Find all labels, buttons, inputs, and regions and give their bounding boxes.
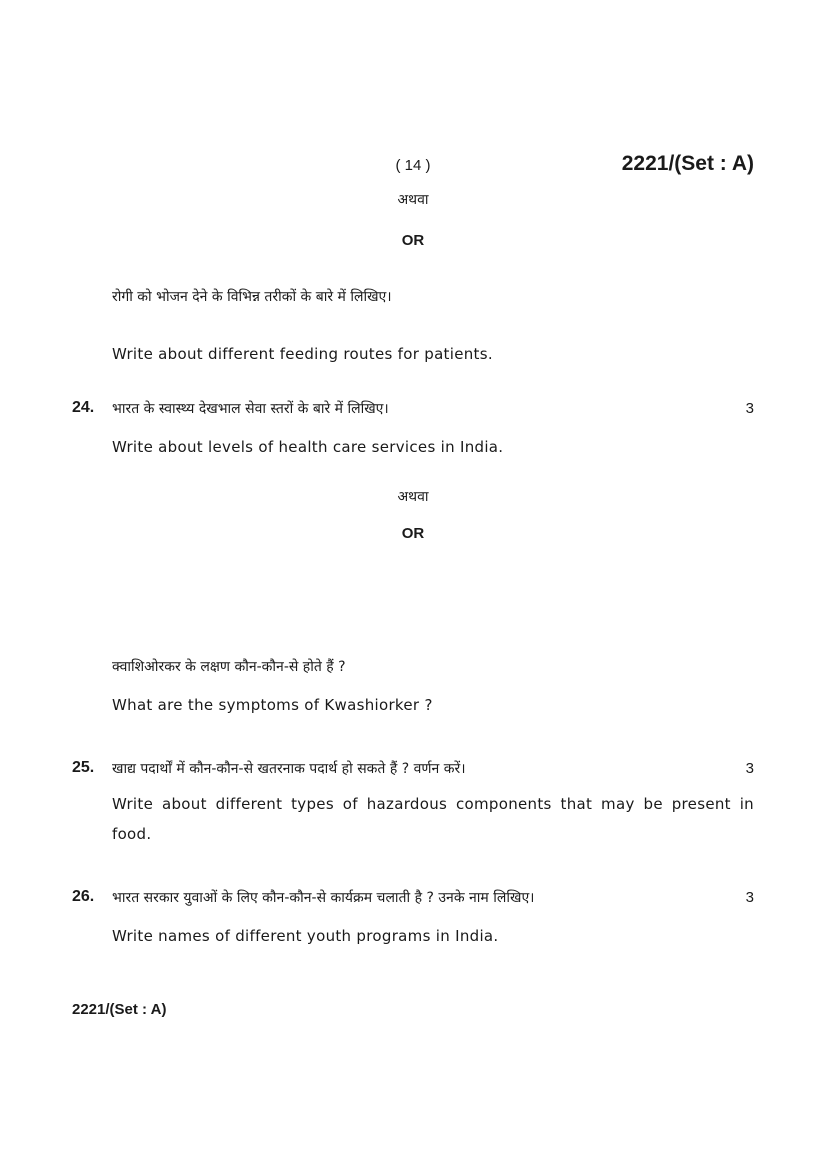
question-text-english: Write about levels of health care services in India. — [112, 438, 504, 456]
question-text-hindi: खाद्य पदार्थों में कौन-कौन-से खतरनाक पदार्थ हो सकते हैं ? वर्णन करें। — [112, 761, 466, 777]
question-text-english: Write names of different youth programs in India. — [112, 927, 499, 945]
page-number: ( 14 ) — [395, 157, 431, 174]
or-hindi: अथवा — [397, 192, 429, 208]
question-text-hindi: भारत सरकार युवाओं के लिए कौन-कौन-से कार्यक्रम चलाती है ? उनके नाम लिखिए। — [112, 890, 535, 906]
question-number: 25. — [72, 759, 95, 776]
question-text-english: What are the symptoms of Kwashiorker ? — [112, 696, 433, 714]
question-text-hindi: भारत के स्वास्थ्य देखभाल सेवा स्तरों के बारे में लिखिए। — [112, 401, 389, 417]
question-text-hindi: रोगी को भोजन देने के विभिन्न तरीकों के बारे में लिखिए। — [112, 289, 392, 305]
or-english: OR — [401, 232, 425, 249]
question-text-english: Write about different feeding routes for patients. — [112, 345, 493, 363]
question-number: 26. — [72, 888, 95, 905]
paper-code-footer: 2221/(Set : A) — [72, 1001, 167, 1018]
or-hindi: अथवा — [397, 489, 429, 505]
question-marks: 3 — [745, 760, 754, 777]
paper-code-header: 2221/(Set : A) — [621, 152, 754, 175]
question-text-english: Write about different types of hazardous components that may be present in food. — [112, 795, 754, 843]
question-number: 24. — [72, 399, 95, 416]
or-english: OR — [401, 525, 425, 542]
question-marks: 3 — [745, 400, 754, 417]
question-text-hindi: क्वाशिओरकर के लक्षण कौन-कौन-से होते हैं ? — [112, 659, 346, 675]
question-marks: 3 — [745, 889, 754, 906]
